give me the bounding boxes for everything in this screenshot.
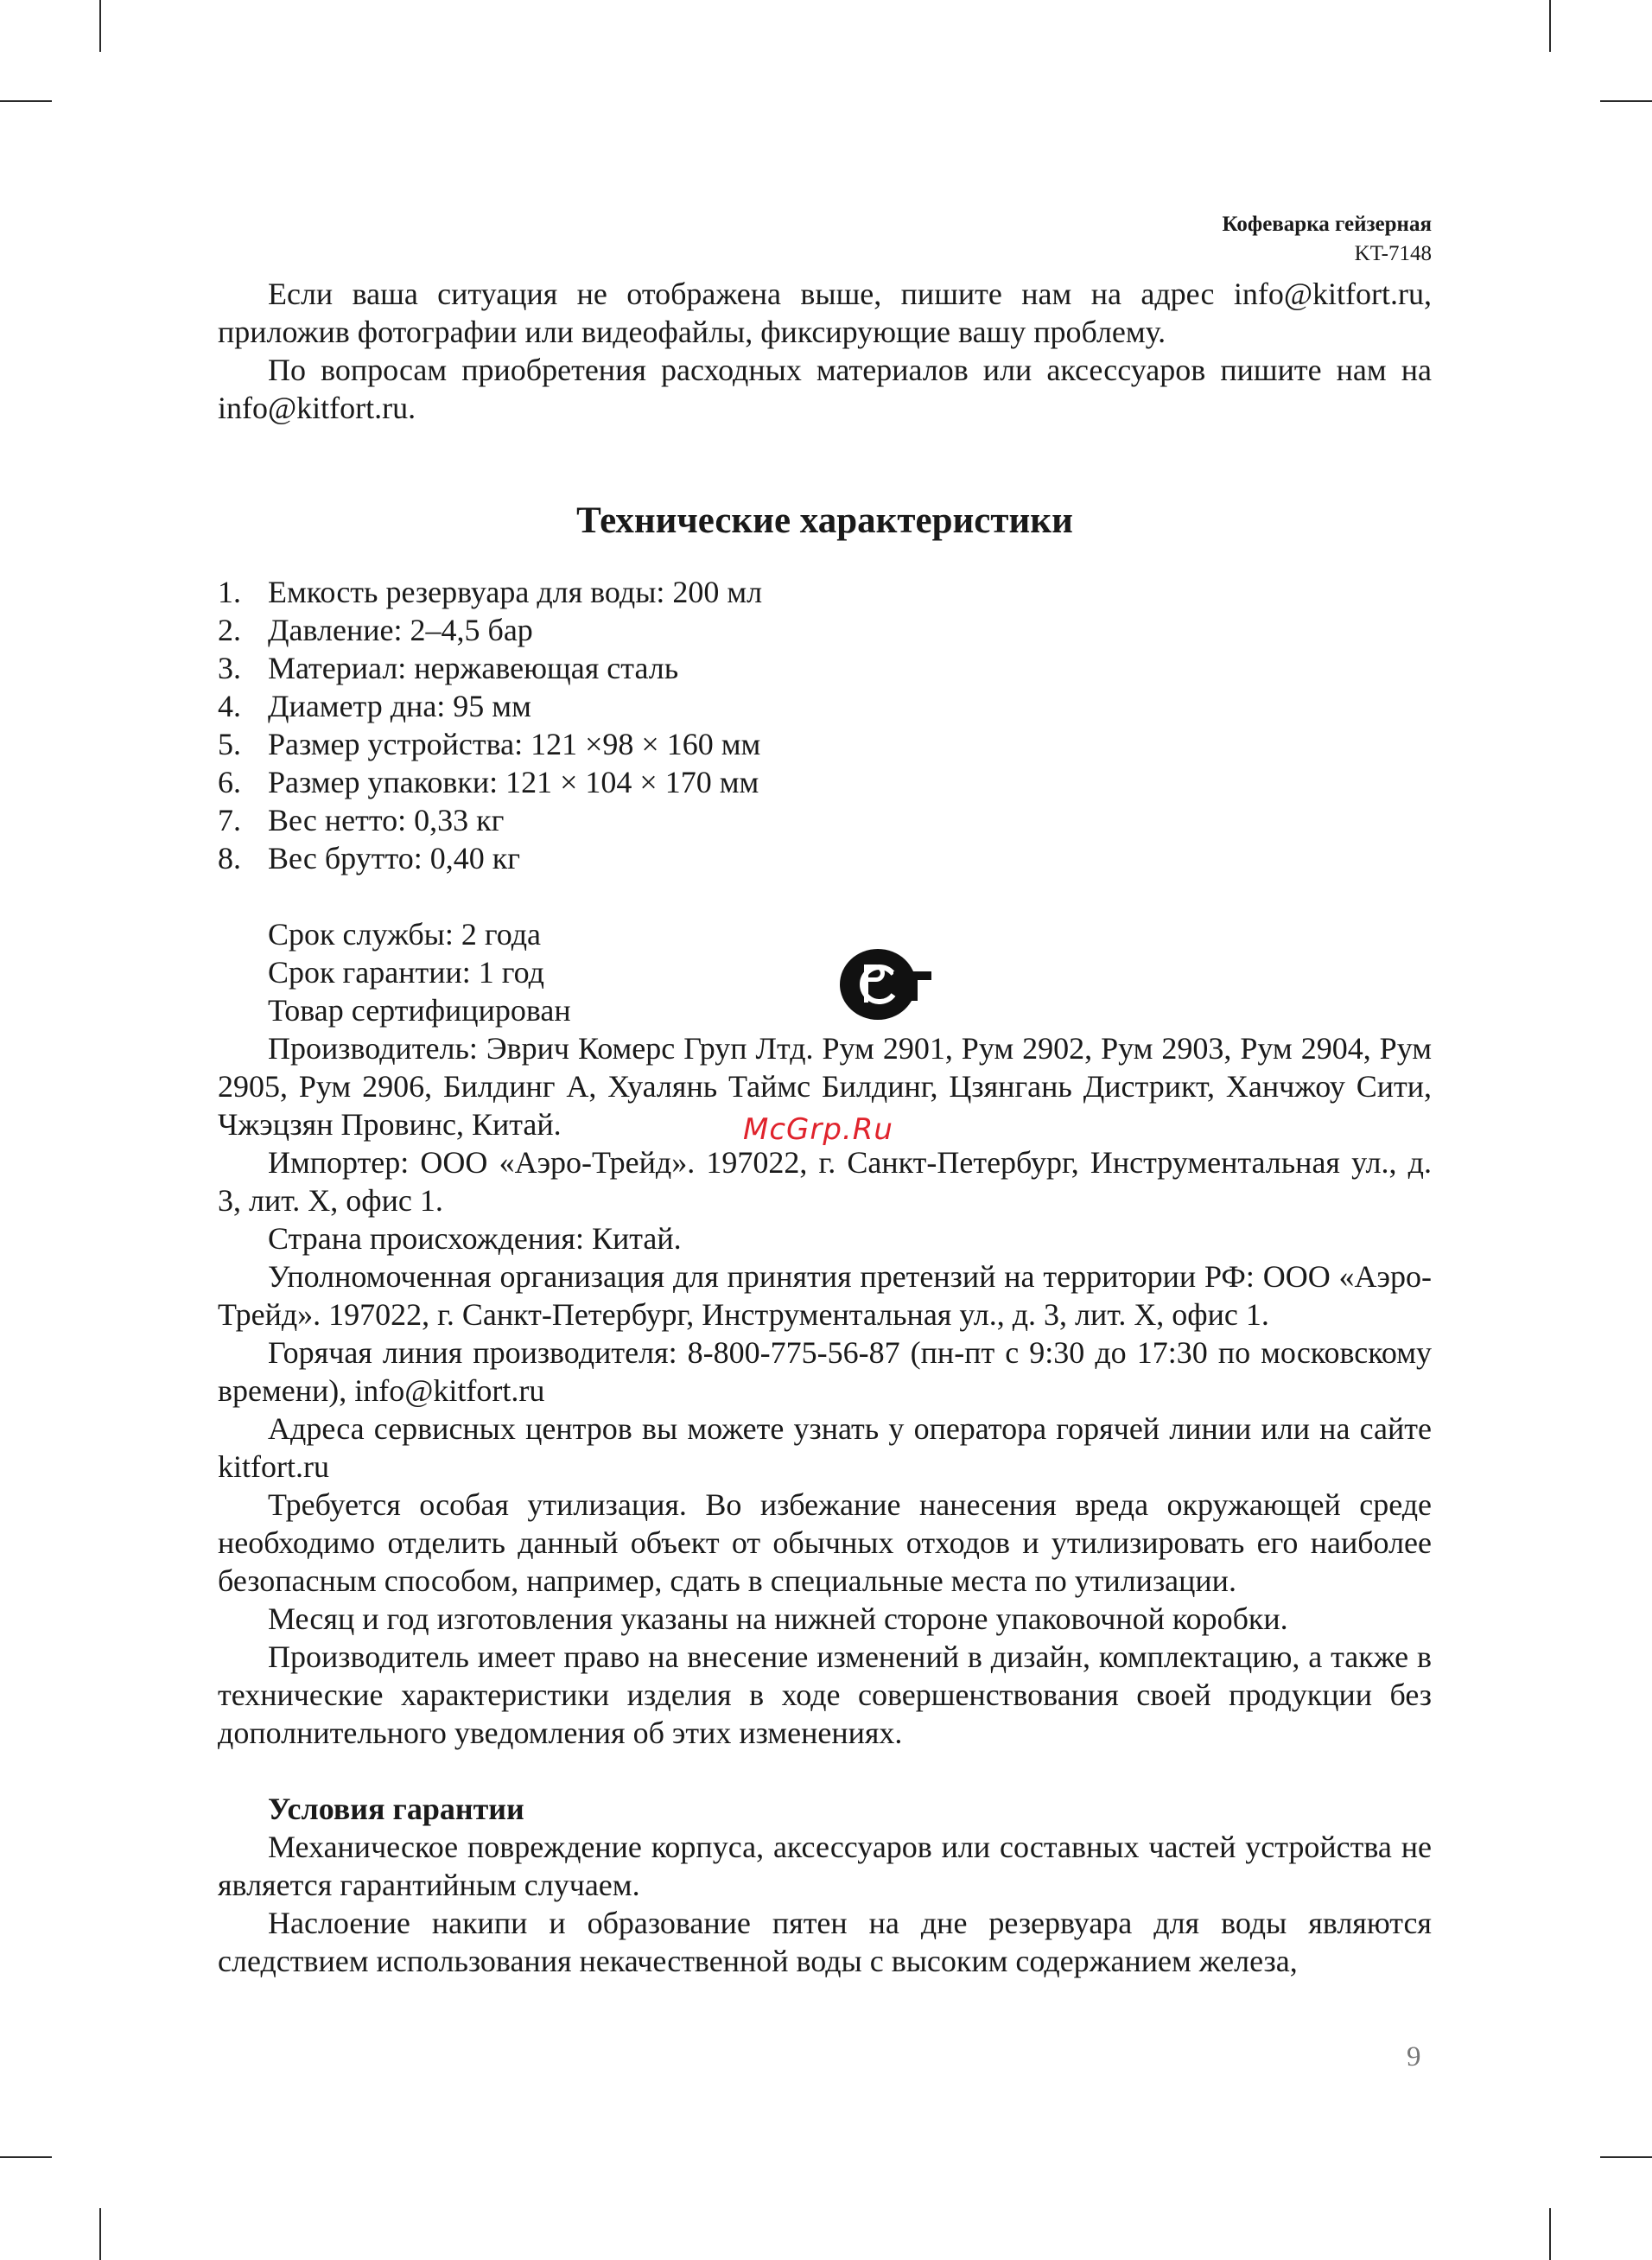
list-item: 6. Размер упаковки: 121 × 104 × 170 мм xyxy=(218,765,759,799)
crop-mark xyxy=(99,0,101,52)
crop-mark xyxy=(0,2156,52,2158)
list-item: 5. Размер устройства: 121 ×98 × 160 мм xyxy=(218,727,761,761)
list-item: 2. Давление: 2–4,5 бар xyxy=(218,613,533,647)
warranty-period: Срок гарантии: 1 год xyxy=(268,955,544,990)
watermark-text: McGrp.Ru xyxy=(743,1112,893,1147)
page-number: 9 xyxy=(1407,2041,1421,2072)
service-life: Срок службы: 2 года xyxy=(268,917,542,952)
intro-paragraph: По вопросам приобретения расходных материалов или аксессуаров пишите нам на info@kitfort.ru. xyxy=(218,353,1432,425)
certified-note: Товар сертифицирован xyxy=(268,993,571,1028)
spacer xyxy=(218,1752,1432,1790)
intro-section xyxy=(218,275,1432,427)
specs-heading: Технические характеристики xyxy=(576,500,1073,541)
list-item: 3. Материал: нержавеющая сталь xyxy=(218,651,679,685)
crop-mark xyxy=(1549,2208,1551,2260)
list-item: 1. Емкость резервуара для воды: 200 мл xyxy=(218,575,763,609)
origin-country: Страна происхождения: Китай. xyxy=(268,1221,682,1256)
crop-mark xyxy=(1549,0,1551,52)
manufacture-date-info: Месяц и год изготовления указаны на нижней стороне упаковочной коробки. xyxy=(268,1601,1288,1636)
crop-mark xyxy=(0,100,52,102)
specs-list xyxy=(218,573,762,877)
manufacturer-info: Производитель: Эврич Комерс Груп Лтд. Рум 2901, Рум 2902, Рум 2903, Рум 2904, Рум 2905, Рум 2906, Билдинг А, Хуалянь Таймс Билдинг, Цзянгань Дистрикт, Ханчжоу Сити, Чжэцзян Провинс, Китай. xyxy=(218,1031,1432,1142)
crop-mark xyxy=(1600,2156,1652,2158)
list-item: 8. Вес брутто: 0,40 кг xyxy=(218,841,520,875)
warranty-heading: Условия гарантии xyxy=(268,1792,524,1826)
list-item: 4. Диаметр дна: 95 мм xyxy=(218,689,531,723)
warranty-paragraph: Механическое повреждение корпуса, аксессуаров или составных частей устройства не является гарантийным случаем. xyxy=(218,1830,1432,1902)
hotline-info: Горячая линия производителя: 8-800-775-56-87 (пн-пт с 9:30 до 17:30 по московскому времени), info@kitfort.ru xyxy=(218,1335,1432,1408)
changes-notice: Производитель имеет право на внесение изменений в дизайн, комплектацию, а также в технические характеристики изделия в ходе совершенствования своей продукции без дополнительного уведомления об этих изменениях. xyxy=(218,1639,1432,1750)
crop-mark xyxy=(99,2208,101,2260)
running-header xyxy=(1223,210,1432,269)
header-title: Кофеварка гейзерная xyxy=(1222,213,1432,236)
info-section xyxy=(218,915,1432,1980)
warranty-paragraph: Наслоение накипи и образование пятен на дне резервуара для воды являются следствием использования некачественной воды с высоким содержанием железа, xyxy=(218,1906,1432,1978)
intro-paragraph: Если ваша ситуация не отображена выше, пишите нам на адрес info@kitfort.ru, приложив фотографии или видеофайлы, фиксирующие вашу проблему. xyxy=(218,277,1432,349)
service-centers: Адреса сервисных центров вы можете узнать у оператора горячей линии или на сайте kitfort.ru xyxy=(218,1411,1432,1484)
list-item: 7. Вес нетто: 0,33 кг xyxy=(218,803,505,837)
importer-info: Импортер: ООО «Аэро-Трейд». 197022, г. Санкт-Петербург, Инструментальная ул., д. 3, лит. Х, офис 1. xyxy=(218,1145,1432,1218)
header-model: KT-7148 xyxy=(1354,242,1432,265)
disposal-info: Требуется особая утилизация. Во избежание нанесения вреда окружающей среде необходимо отделить данный объект от обычных отходов и утилизировать его наиболее безопасным способом, например, сдать в специальные места по утилизации. xyxy=(218,1487,1432,1598)
authorized-organization: Уполномоченная организация для принятия претензий на территории РФ: ООО «Аэро-Трейд». 197022, г. Санкт-Петербург, Инструментальная ул., д. 3, лит. Х, офис 1. xyxy=(218,1259,1432,1332)
crop-mark xyxy=(1600,100,1652,102)
